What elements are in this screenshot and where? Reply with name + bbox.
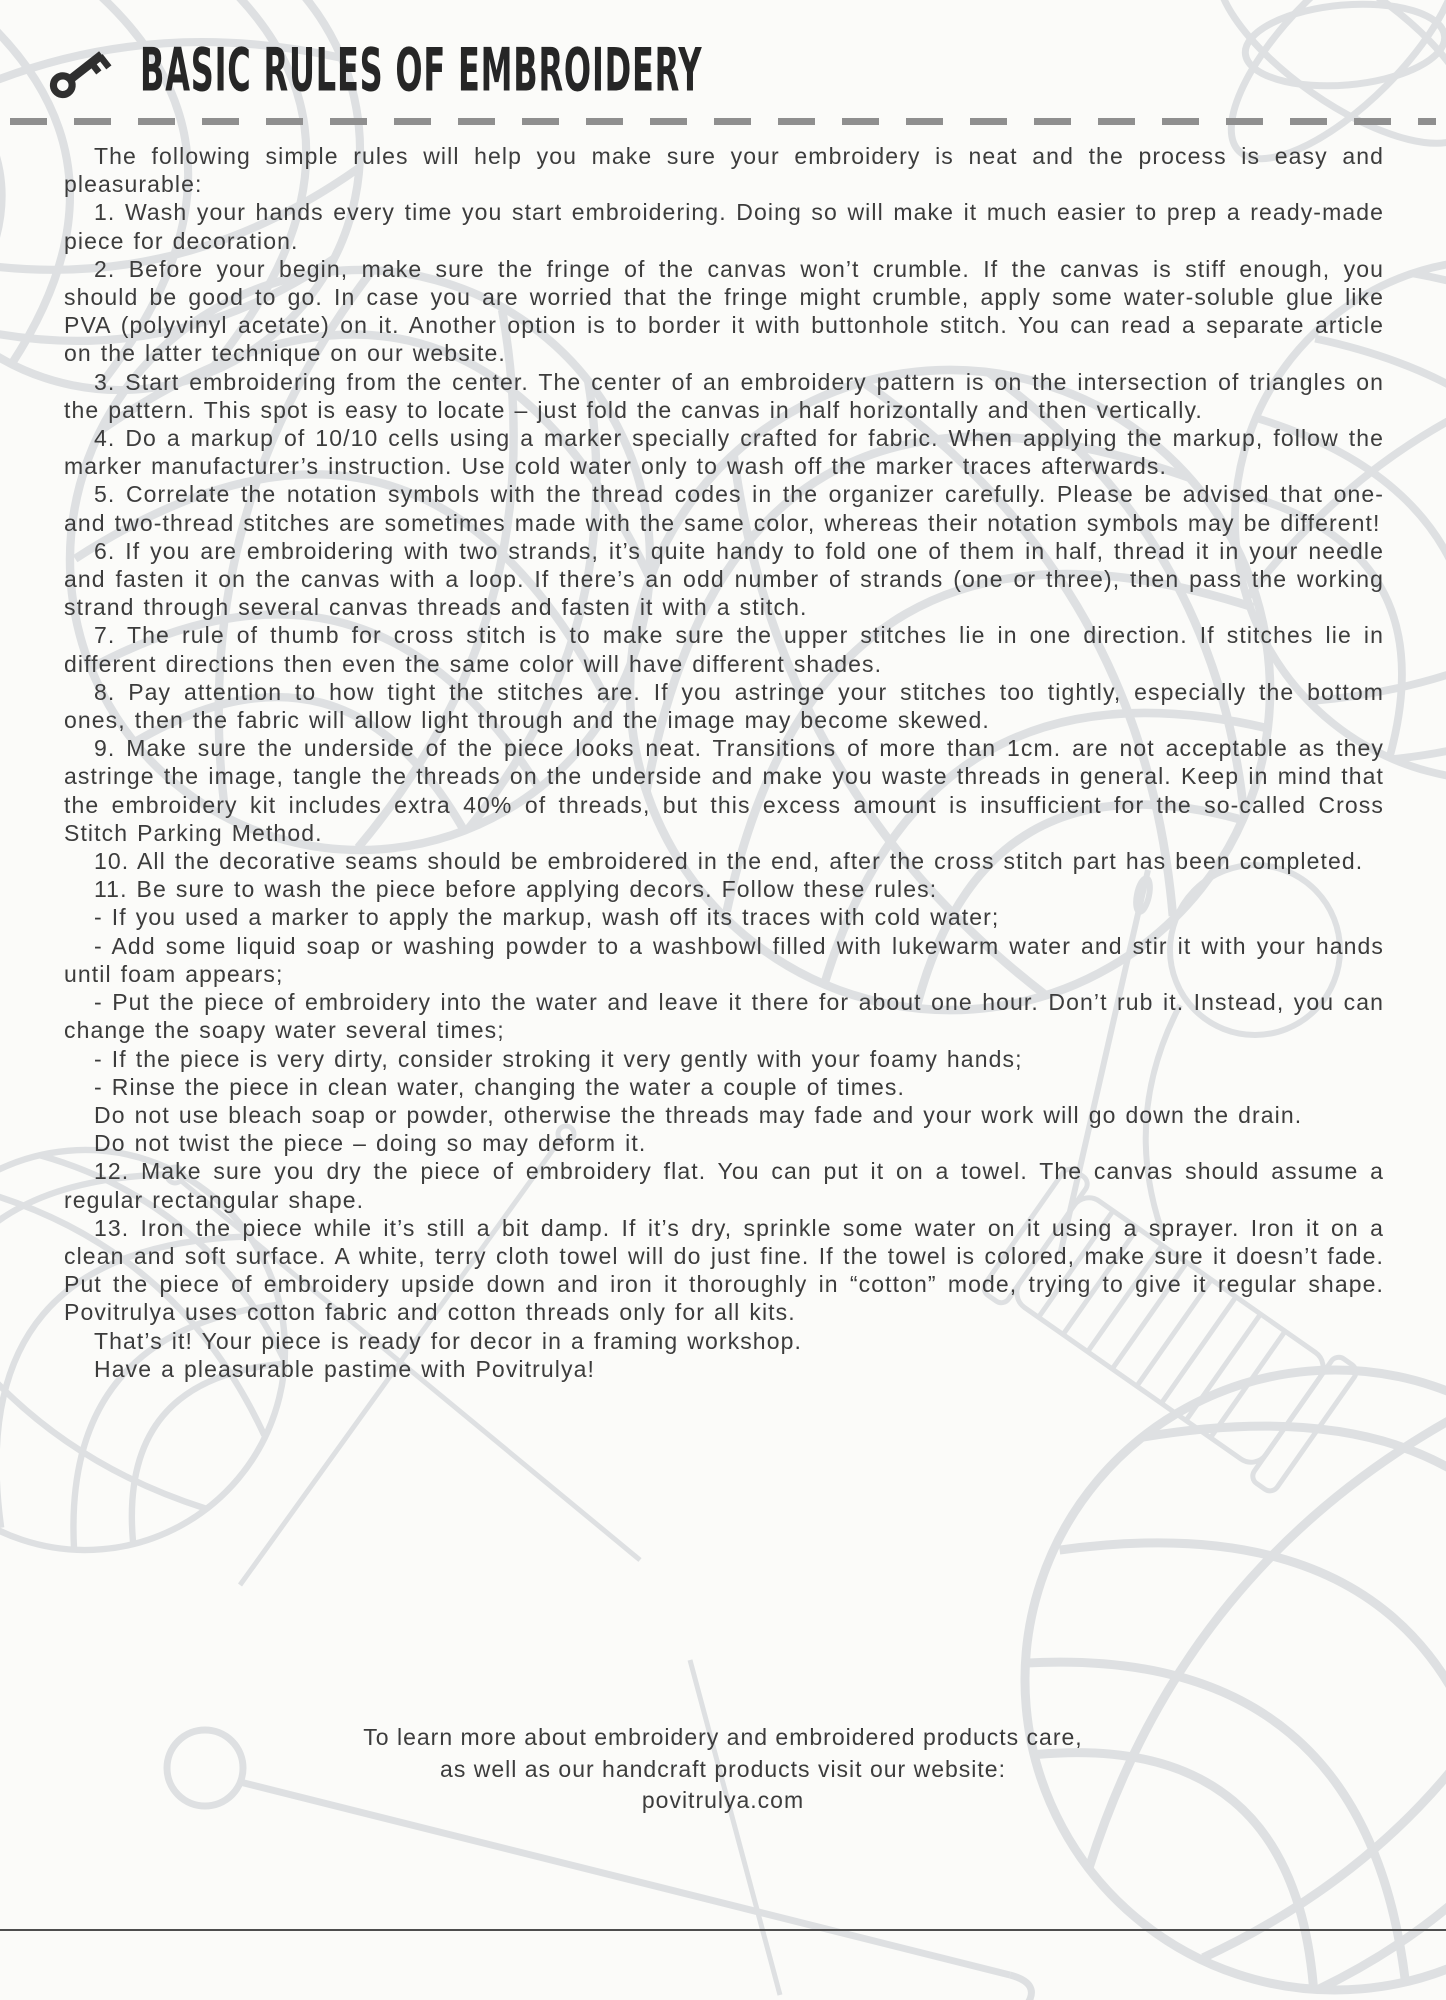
website-url: povitrulya.com (641, 1787, 805, 1813)
page-header (48, 38, 843, 104)
wash-step-3: - Put the piece of embroidery into the water and leave it there for about one hour. Don’t rub it. Instead, you can change the soapy water several times; (64, 989, 1384, 1044)
rule-6: 6. If you are embroidering with two strands, it’s quite handy to fold one of them in half, thread it in your needle and fasten it on the canvas with a loop. If there’s an odd number of strands (one or three), then pass the working strand through several canvas threads and fasten it with a stitch. (64, 537, 1384, 621)
rules-text (64, 142, 1384, 1383)
footer-line-2: as well as our handcraft products visit our website: (440, 1755, 1006, 1782)
rule-3: 3. Start embroidering from the center. The center of an embroidery pattern is on the intersection of triangles on the pattern. This spot is easy to locate – just fold the canvas in half horizontally and then vertically. (64, 368, 1384, 423)
wash-warning-1: Do not use bleach soap or powder, otherwise the threads may fade and your work will go down the drain. (94, 1101, 1303, 1128)
rule-13: 13. Iron the piece while it’s still a bit damp. If it’s dry, sprinkle some water on it using a sprayer. Iron it on a clean and soft surface. A white, terry cloth towel will do just fine. If the towel is colored, make sure it doesn’t fade. Put the piece of embroidery upside down and iron it thoroughly in “cotton” mode, trying to give it regular shape. Povitrulya uses cotton fabric and cotton threads only for all kits. (64, 1214, 1384, 1326)
closing-line-1: That’s it! Your piece is ready for decor in a framing workshop. (94, 1327, 802, 1354)
page-footer (0, 1722, 1446, 1817)
wash-step-1: - If you used a marker to apply the markup, wash off its traces with cold water; (94, 904, 1000, 931)
footer-line-1: To learn more about embroidery and embroidered products care, (363, 1724, 1083, 1750)
rule-9: 9. Make sure the underside of the piece looks neat. Transitions of more than 1cm. are not acceptable as they astringe the image, tangle the threads on the underside and make you waste threads in general. Keep in mind that the embroidery kit includes extra 40% of threads, but this excess amount is insufficient for the so-called Cross Stitch Parking Method. (64, 735, 1384, 846)
wash-step-4: - If the piece is very dirty, consider stroking it very gently with your foamy hands; (94, 1045, 1023, 1072)
closing-line-2: Have a pleasurable pastime with Povitrulya! (94, 1355, 595, 1382)
rule-8: 8. Pay attention to how tight the stitches are. If you astringe your stitches too tightly, especially the bottom ones, then the fabric will allow light through and the image may become skewed. (64, 678, 1384, 734)
page-title: BASIC RULES OF EMBROIDERY (140, 36, 703, 106)
page-edge-line (0, 1929, 1446, 1931)
rule-10: 10. All the decorative seams should be embroidered in the end, after the cross stitch part has been completed. (94, 848, 1364, 875)
rule-4: 4. Do a markup of 10/10 cells using a marker specially crafted for fabric. When applying the markup, follow the marker manufacturer’s instruction. Use cold water only to wash off the marker traces afterwards. (64, 425, 1384, 480)
dashed-divider (10, 118, 1436, 125)
intro-paragraph: The following simple rules will help you make sure your embroidery is neat and the process is easy and pleasurable: (64, 143, 1384, 198)
rule-1: 1. Wash your hands every time you start embroidering. Doing so will make it much easier to prep a ready-made piece for decoration. (64, 199, 1384, 254)
rule-7: 7. The rule of thumb for cross stitch is to make sure the upper stitches lie in one direction. If stitches lie in different directions then even the same color will have different shades. (64, 622, 1384, 677)
rule-11: 11. Be sure to wash the piece before applying decors. Follow these rules: (94, 876, 938, 903)
rule-5: 5. Correlate the notation symbols with the thread codes in the organizer carefully. Please be advised that one- and two-thread stitches are sometimes made with the same color, whereas their notation symbols may be different! (64, 481, 1384, 536)
wash-step-2: - Add some liquid soap or washing powder to a washbowl filled with lukewarm water and stir it with your hands until foam appears; (64, 932, 1384, 987)
key-icon (48, 38, 114, 104)
wash-step-5: - Rinse the piece in clean water, changing the water a couple of times. (94, 1073, 906, 1100)
rule-2: 2. Before your begin, make sure the fringe of the canvas won’t crumble. If the canvas is stiff enough, you should be good to go. In case you are worried that the fringe might crumble, apply some water-soluble glue like PVA (polyvinyl acetate) on it. Another option is to border it with buttonhole stitch. You can read a separate article on the latter technique on our website. (64, 255, 1384, 367)
rule-12: 12. Make sure you dry the piece of embroidery flat. You can put it on a towel. The canvas should assume a regular rectangular shape. (64, 1158, 1384, 1213)
wash-warning-2: Do not twist the piece – doing so may deform it. (94, 1130, 647, 1157)
